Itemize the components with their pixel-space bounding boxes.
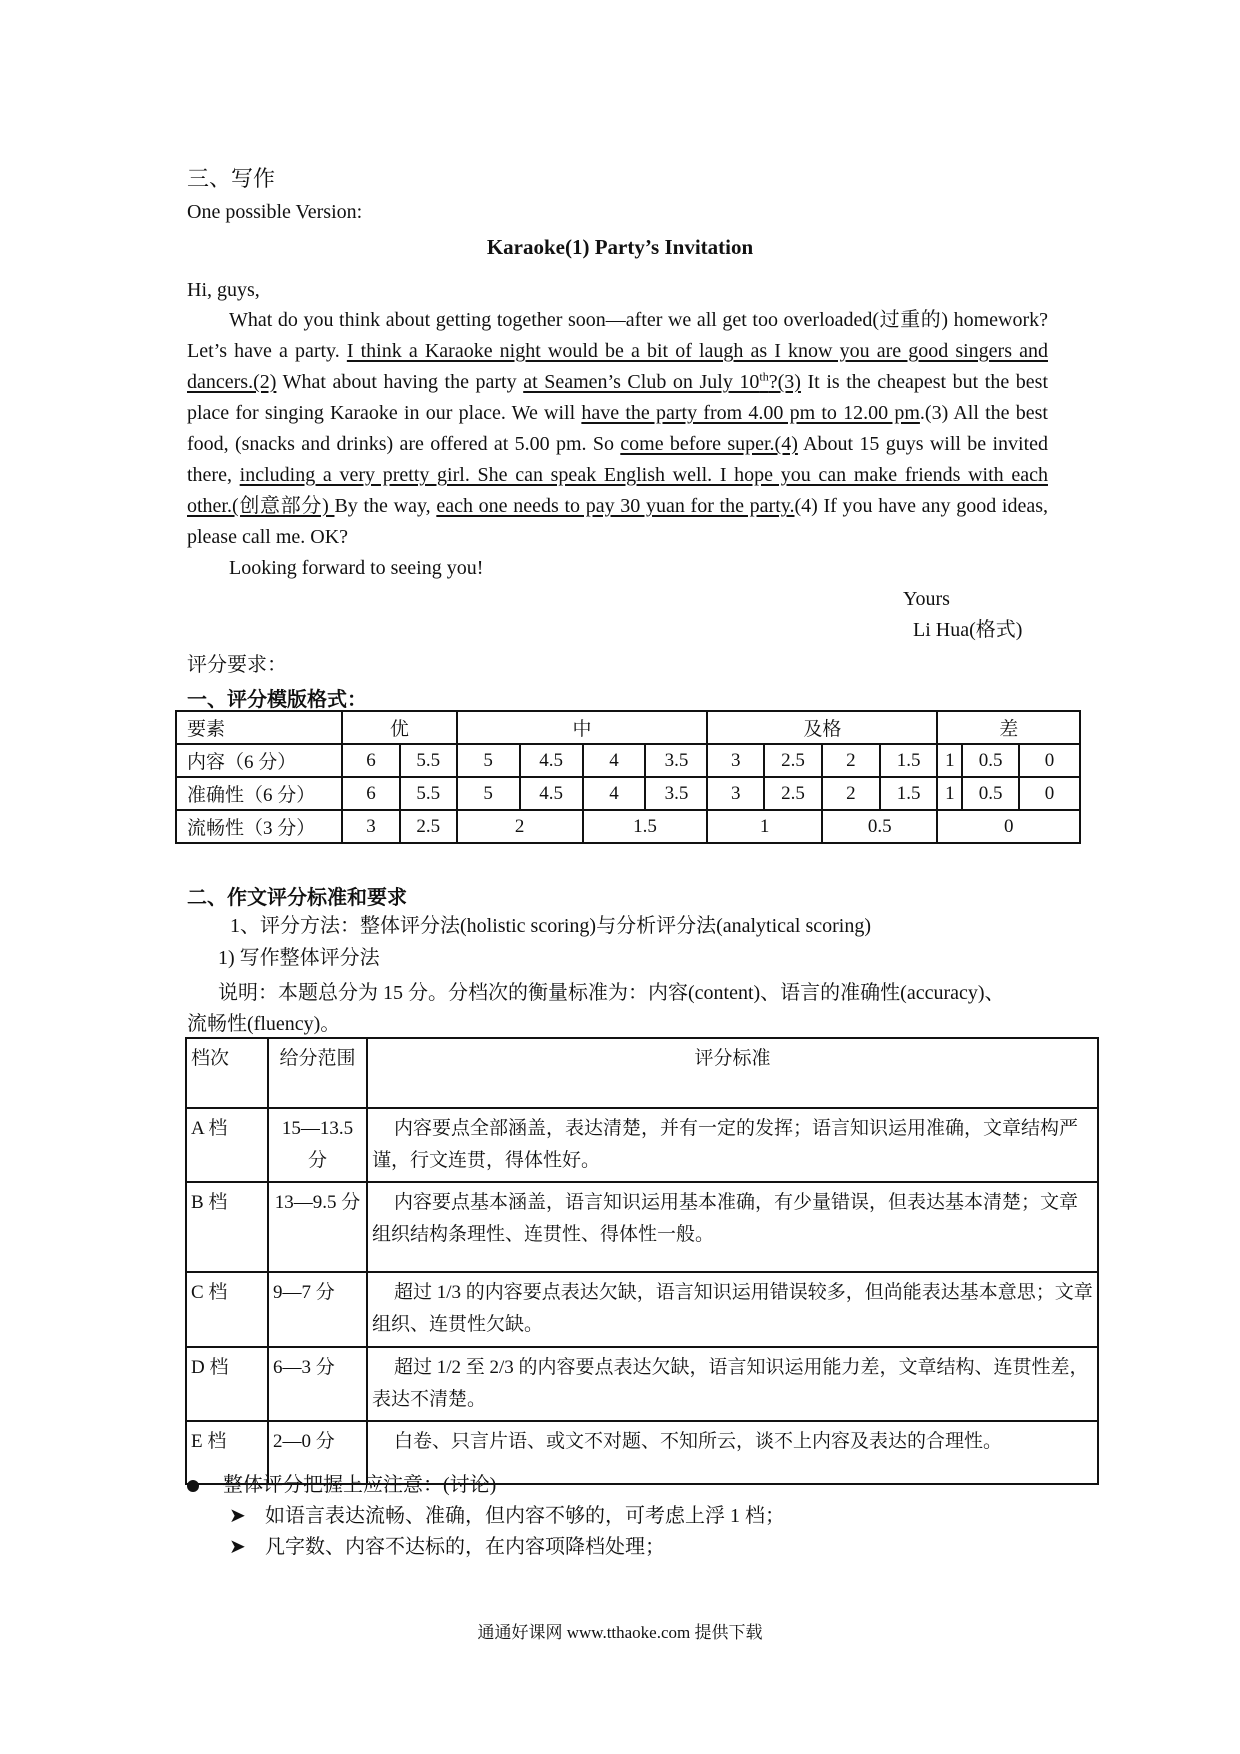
sub-bullet-item bbox=[229, 1532, 665, 1563]
bullet-text: 整体评分把握上应注意：(讨论) bbox=[223, 1474, 497, 1496]
rubric-desc: 内容要点全部涵盖，表达清楚，并有一定的发挥；语言知识运用准确，文章结构严谨，行文连贯，得体性好。 bbox=[367, 1108, 1098, 1182]
rubric-range: 6—3 分 bbox=[268, 1347, 367, 1421]
score-cell: 2 bbox=[457, 810, 583, 843]
score-cell: 5.5 bbox=[400, 744, 457, 777]
criteria-heading: 二、作文评分标准和要求 bbox=[187, 887, 407, 909]
score-cell: 0.5 bbox=[962, 744, 1019, 777]
score-cell: 3.5 bbox=[645, 744, 707, 777]
template-heading: 一、评分模版格式： bbox=[187, 689, 367, 711]
score-cell: 2 bbox=[822, 744, 880, 777]
score-header-poor: 差 bbox=[937, 711, 1080, 744]
rubric-range: 13—9.5 分 bbox=[268, 1182, 367, 1272]
rubric-header-grade: 档次 bbox=[186, 1038, 268, 1108]
score-cell: 4.5 bbox=[520, 777, 583, 810]
bullet-dot-icon bbox=[187, 1480, 199, 1492]
rubric-grade: C 档 bbox=[186, 1272, 268, 1347]
score-header-element: 要素 bbox=[176, 711, 342, 744]
rubric-desc: 超过 1/2 至 2/3 的内容要点表达欠缺，语言知识运用能力差，文章结构、连贯性差，表达不清楚。 bbox=[367, 1347, 1098, 1421]
rubric-row-a bbox=[186, 1108, 1098, 1182]
page-footer: 通通好课网 www.tthaoke.com 提供下载 bbox=[477, 1623, 763, 1642]
score-cell: 4.5 bbox=[520, 744, 583, 777]
score-cell: 2.5 bbox=[764, 777, 822, 810]
score-cell: 2.5 bbox=[400, 810, 457, 843]
essay-greeting: Hi, guys, bbox=[187, 279, 260, 301]
score-cell: 0 bbox=[1019, 744, 1080, 777]
score-cell: 6 bbox=[342, 744, 400, 777]
rubric-desc: 超过 1/3 的内容要点表达欠缺，语言知识运用错误较多，但尚能表达基本意思；文章组织、连贯性欠缺。 bbox=[367, 1272, 1098, 1347]
sub-bullet-text: 如语言表达流畅、准确，但内容不够的，可考虑上浮 1 档； bbox=[265, 1505, 785, 1527]
rubric-grade: A 档 bbox=[186, 1108, 268, 1182]
rubric-row-b bbox=[186, 1182, 1098, 1272]
score-cell: 5 bbox=[457, 777, 520, 810]
essay-text: (4) If you have any good ideas, please call me. OK? bbox=[187, 495, 1049, 548]
arrow-bullet-icon: ➤ bbox=[229, 1505, 246, 1527]
essay-underlined bbox=[523, 371, 801, 393]
method-line: 1、评分方法：整体评分法(holistic scoring)与分析评分法(analytical scoring) bbox=[230, 915, 872, 937]
essay-body bbox=[187, 305, 1048, 553]
essay-text: By the way, bbox=[334, 495, 437, 517]
rubric-grade: E 档 bbox=[186, 1421, 268, 1484]
score-cell: 3 bbox=[707, 777, 764, 810]
score-header-row bbox=[176, 711, 1080, 744]
rubric-row-c bbox=[186, 1272, 1098, 1347]
score-row-fluency bbox=[176, 810, 1080, 843]
essay-text: What do you think about getting together soon—after we all get too overloaded(过重的) homework? Let’s have a party. bbox=[187, 309, 1048, 362]
essay-underlined-date: at Seamen’s Club on July 10 bbox=[523, 371, 760, 393]
section-heading: 三、写作 bbox=[187, 166, 276, 191]
sub-bullet-text: 凡字数、内容不达标的，在内容项降档处理； bbox=[265, 1536, 665, 1558]
score-cell: 0.5 bbox=[962, 777, 1019, 810]
arrow-bullet-icon: ➤ bbox=[229, 1536, 246, 1558]
score-cell: 3.5 bbox=[645, 777, 707, 810]
essay-title: Karaoke(1) Party’s Invitation bbox=[486, 235, 754, 259]
rubric-grade: B 档 bbox=[186, 1182, 268, 1272]
score-header-medium: 中 bbox=[457, 711, 708, 744]
essay-underlined: each one needs to pay 30 yuan for the party. bbox=[436, 495, 795, 517]
rubric-range: 15—13.5 分 bbox=[268, 1108, 367, 1182]
score-cell: 5.5 bbox=[400, 777, 457, 810]
sub-bullet-item bbox=[229, 1501, 785, 1532]
score-cell: 4 bbox=[583, 777, 646, 810]
bullet-item bbox=[187, 1470, 496, 1501]
score-cell: 0 bbox=[1019, 777, 1080, 810]
essay-underlined: I think a Karaoke night would be a bit of laugh as I know you are good singers and dancers.(2) bbox=[187, 340, 1048, 393]
essay-text: About 15 guys will be invited there, bbox=[187, 433, 1049, 486]
essay-superscript: th bbox=[759, 369, 769, 384]
rubric-range: 9—7 分 bbox=[268, 1272, 367, 1347]
version-label: One possible Version: bbox=[187, 201, 363, 223]
score-cell: 1.5 bbox=[880, 744, 938, 777]
rubric-table bbox=[185, 1037, 1099, 1485]
note-line-1: 说明：本题总分为 15 分。分档次的衡量标准为：内容(content)、语言的准确性(accuracy)、 bbox=[218, 982, 1005, 1004]
score-cell: 4 bbox=[583, 744, 646, 777]
score-cell: 0 bbox=[937, 810, 1080, 843]
rubric-header-criteria: 评分标准 bbox=[367, 1038, 1098, 1108]
score-cell: 5 bbox=[457, 744, 520, 777]
rubric-desc: 白卷、只言片语、或文不对题、不知所云，谈不上内容及表达的合理性。 bbox=[367, 1421, 1098, 1484]
score-cell: 3 bbox=[342, 810, 400, 843]
score-cell: 1.5 bbox=[583, 810, 708, 843]
rubric-row-d bbox=[186, 1347, 1098, 1421]
signature-yours: Yours bbox=[903, 588, 950, 610]
note-line-2: 流畅性(fluency)。 bbox=[187, 1013, 341, 1035]
rubric-grade: D 档 bbox=[186, 1347, 268, 1421]
score-row-label: 内容（6 分） bbox=[176, 744, 342, 777]
holistic-line: 1) 写作整体评分法 bbox=[218, 947, 380, 969]
essay-underlined: have the party from 4.00 pm to 12.00 pm bbox=[581, 402, 920, 424]
essay-underlined: come before super.(4) bbox=[620, 433, 798, 455]
essay-closing: Looking forward to seeing you! bbox=[229, 557, 484, 579]
score-cell: 6 bbox=[342, 777, 400, 810]
rubric-range: 2—0 分 bbox=[268, 1421, 367, 1484]
essay-underlined-mark: ?(3) bbox=[768, 371, 801, 393]
score-cell: 2 bbox=[822, 777, 880, 810]
rubric-header-row bbox=[186, 1038, 1098, 1108]
rubric-header-range: 给分范围 bbox=[268, 1038, 367, 1108]
score-cell: 1 bbox=[707, 810, 822, 843]
score-cell: 0.5 bbox=[822, 810, 938, 843]
score-template-table bbox=[175, 710, 1081, 844]
score-header-pass: 及格 bbox=[707, 711, 937, 744]
score-cell: 2.5 bbox=[764, 744, 822, 777]
signature-name: Li Hua(格式) bbox=[913, 619, 1023, 641]
scoring-requirement-label: 评分要求： bbox=[187, 654, 287, 676]
score-row-accuracy bbox=[176, 777, 1080, 810]
essay-underlined: including a very pretty girl. She can speak English well. I hope you can make friends with each other.(创意部分) bbox=[187, 464, 1048, 517]
score-row-label: 准确性（6 分） bbox=[176, 777, 342, 810]
score-header-excellent: 优 bbox=[342, 711, 457, 744]
score-cell: 1.5 bbox=[880, 777, 938, 810]
essay-text: .(3) All the best food, (snacks and drinks) are offered at 5.00 pm. So bbox=[187, 402, 1048, 455]
score-row-label: 流畅性（3 分） bbox=[176, 810, 342, 843]
score-cell: 1 bbox=[937, 777, 962, 810]
rubric-desc: 内容要点基本涵盖，语言知识运用基本准确，有少量错误，但表达基本清楚；文章组织结构条理性、连贯性、得体性一般。 bbox=[367, 1182, 1098, 1272]
essay-text: What about having the party bbox=[276, 371, 524, 393]
score-cell: 1 bbox=[937, 744, 962, 777]
essay-text: It is the cheapest but the best place for singing Karaoke in our place. We will bbox=[187, 371, 1049, 424]
score-cell: 3 bbox=[707, 744, 764, 777]
score-row-content bbox=[176, 744, 1080, 777]
